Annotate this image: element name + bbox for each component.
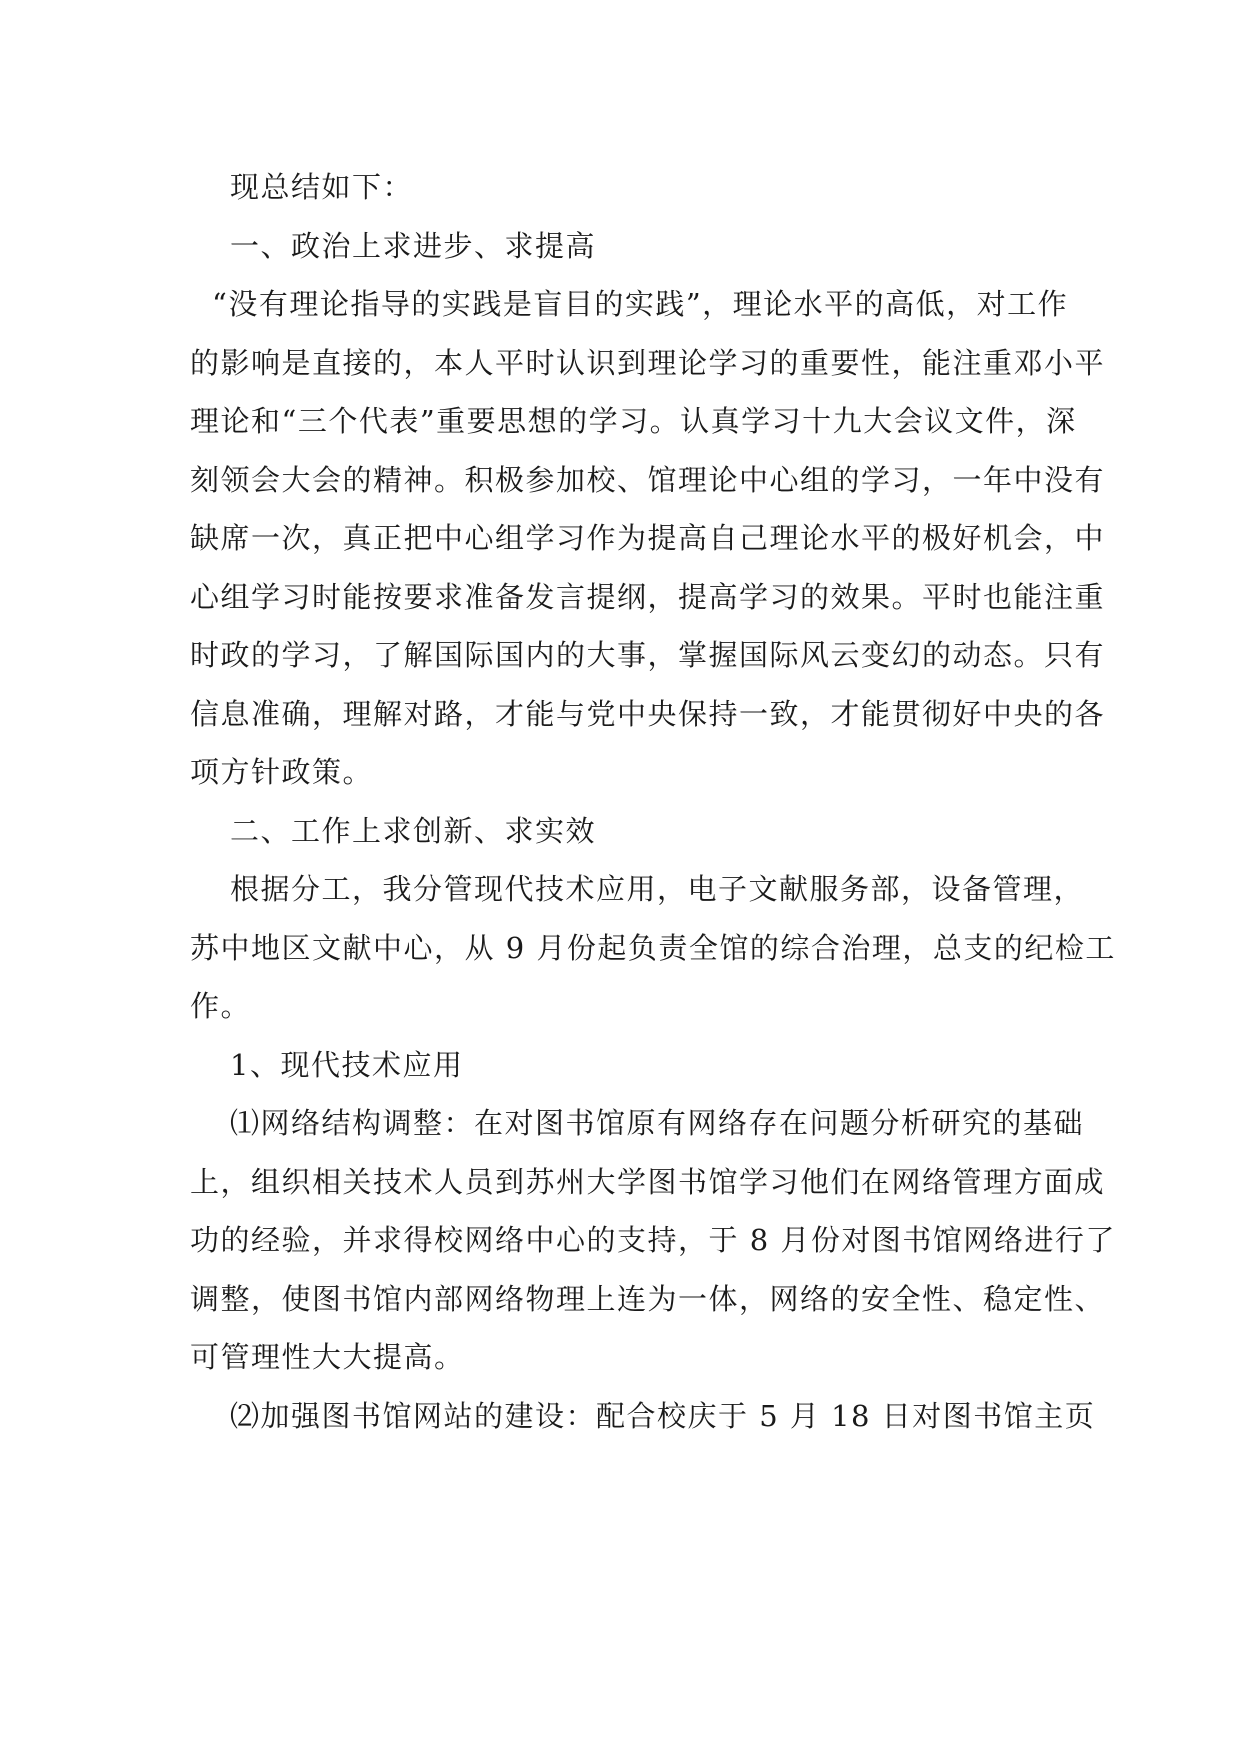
text-line: 时政的学习，了解国际国内的大事，掌握国际风云变幻的动态。只有 [190, 638, 1106, 672]
text-line: ⑵加强图书馆网站的建设：配合校庆于 5 月 18 日对图书馆主页 [230, 1398, 1096, 1433]
text-line: 作。 [190, 989, 252, 1023]
section-heading: 一、政治上求进步、求提高 [230, 228, 597, 263]
text-line: 缺席一次，真正把中心组学习作为提高自己理论水平的极好机会，中 [190, 521, 1106, 555]
text-line: 可管理性大大提高。 [190, 1340, 465, 1374]
section-heading: 二、工作上求创新、求实效 [230, 813, 597, 848]
text-line: ⑴网络结构调整：在对图书馆原有网络存在问题分析研究的基础 [230, 1106, 1085, 1140]
text-line: “没有理论指导的实践是盲目的实践”，理论水平的高低，对工作 [212, 287, 1069, 321]
text-line: 心组学习时能按要求准备发言提纲，提高学习的效果。平时也能注重 [190, 579, 1106, 614]
text-line: 理论和“三个代表”重要思想的学习。认真学习十九大会议文件，深 [190, 404, 1077, 438]
text-line: 项方针政策。 [190, 755, 374, 789]
text-line: 现总结如下： [230, 170, 414, 204]
text-line: 根据分工，我分管现代技术应用，电子文献服务部，设备管理， [230, 872, 1085, 906]
text-line: 苏中地区文献中心，从 9 月份起负责全馆的综合治理，总支的纪检工 [190, 930, 1116, 965]
text-line: 信息准确，理解对路，才能与党中央保持一致，才能贯彻好中央的各 [190, 696, 1106, 731]
text-line: 调整，使图书馆内部网络物理上连为一体，网络的安全性、稳定性、 [190, 1281, 1106, 1316]
document-body [190, 158, 1116, 1445]
text-line: 上，组织相关技术人员到苏州大学图书馆学习他们在网络管理方面成 [190, 1164, 1106, 1199]
text-line: 功的经验，并求得校网络中心的支持，于 8 月份对图书馆网络进行了 [190, 1223, 1116, 1257]
text-line: 刻领会大会的精神。积极参加校、馆理论中心组的学习，一年中没有 [190, 462, 1106, 497]
subsection-heading: 1、现代技术应用 [230, 1047, 464, 1082]
text-line: 的影响是直接的，本人平时认识到理论学习的重要性，能注重邓小平 [190, 345, 1106, 380]
